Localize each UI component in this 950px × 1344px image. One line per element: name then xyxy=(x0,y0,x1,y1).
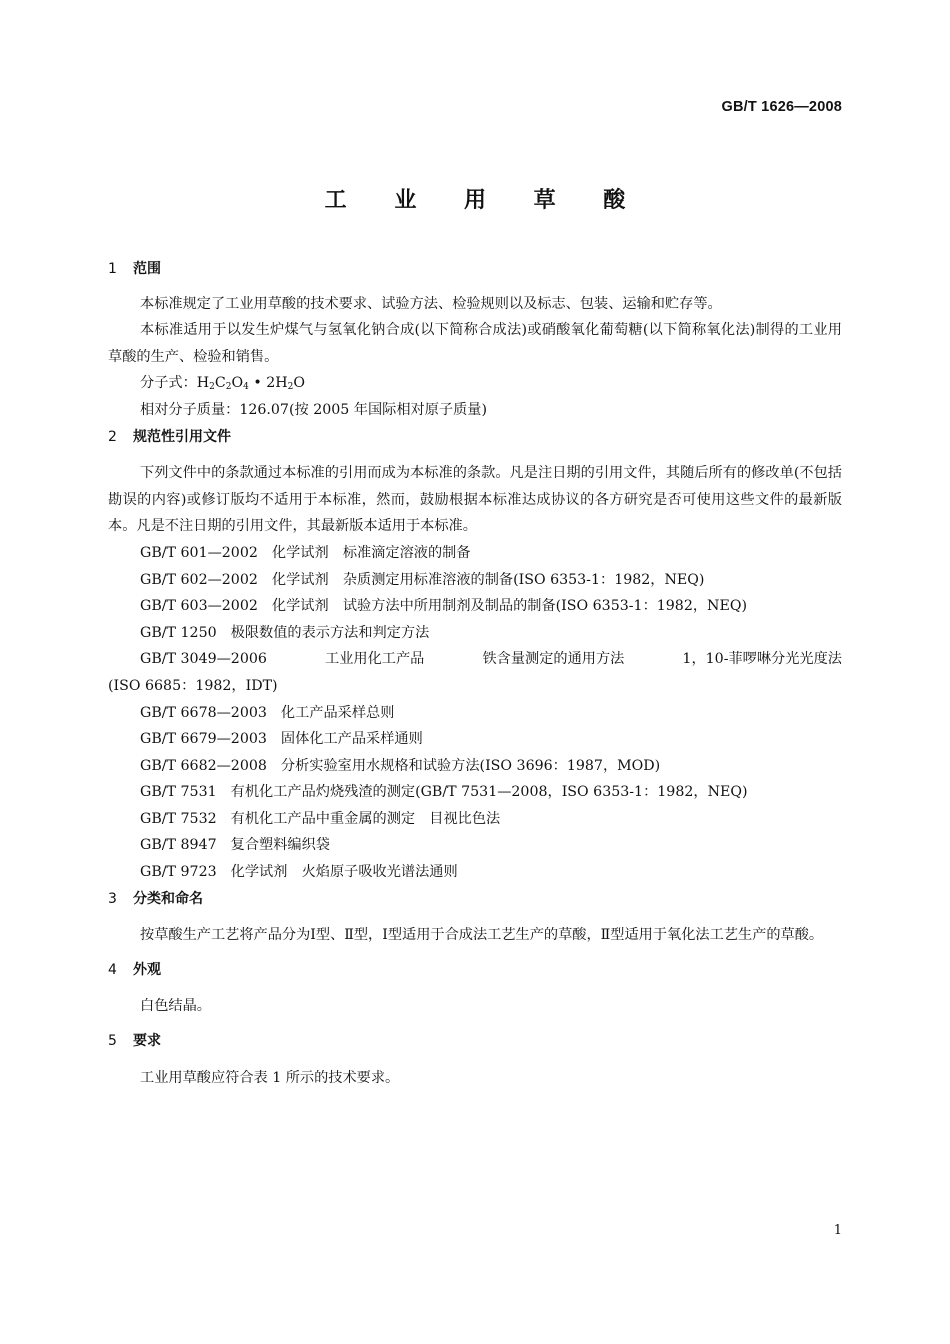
document-body xyxy=(108,256,842,1091)
formula-subscript: 4 xyxy=(243,382,249,393)
reference-item xyxy=(108,620,842,647)
reference-title: 化学试剂 试验方法中所用制剂及制品的制备(ISO 6353-1：1982，NEQ) xyxy=(271,598,747,615)
formula-subscript: 2 xyxy=(209,382,215,393)
section-number: 1 xyxy=(108,261,117,277)
document-code: GB/T 1626—2008 xyxy=(721,99,842,115)
formula-part: O xyxy=(293,375,306,392)
reference-title: 复合塑料编织袋 xyxy=(230,837,330,854)
molecular-formula xyxy=(108,370,842,397)
reference-item xyxy=(108,540,842,567)
reference-code: GB/T 6682—2008 xyxy=(140,757,267,774)
reference-title: 化学试剂 杂质测定用标准溶液的制备(ISO 6353-1：1982，NEQ) xyxy=(271,571,705,588)
reference-code: GB/T 6678—2003 xyxy=(140,704,267,721)
section-1-heading xyxy=(108,256,842,283)
reference-item xyxy=(108,700,842,727)
reference-code: GB/T 6679—2003 xyxy=(140,731,267,748)
formula-label: 分子式： xyxy=(140,375,197,392)
section-number: 4 xyxy=(108,961,117,978)
document-title: 工 业 用 草 酸 xyxy=(324,188,646,213)
reference-item xyxy=(108,859,842,886)
section-2-heading xyxy=(108,424,842,451)
reference-title: 化学试剂 火焰原子吸收光谱法通则 xyxy=(230,864,458,881)
formula-part: C xyxy=(214,375,226,392)
reference-item xyxy=(108,806,842,833)
reference-code: GB/T 3049—2006 xyxy=(140,651,267,668)
reference-title: 固体化工产品采样通则 xyxy=(280,731,423,748)
paragraph: 工业用草酸应符合表 1 所示的技术要求。 xyxy=(140,1069,400,1086)
reference-title: 工业用化工产品 xyxy=(325,651,425,668)
reference-item xyxy=(108,779,842,806)
formula-subscript: 2 xyxy=(225,382,232,393)
section-number: 3 xyxy=(108,890,117,907)
section-3-heading xyxy=(108,886,842,913)
reference-code: GB/T 9723 xyxy=(140,864,217,881)
formula-part: • 2H xyxy=(248,375,288,392)
section-title: 规范性引用文件 xyxy=(133,428,231,445)
paragraph: 下列文件中的条款通过本标准的引用而成为本标准的条款。凡是注日期的引用文件，其随后所有的修改单(不包括勘误的内容)或修订版均不适用于本标准，然而，鼓励根据本标准达成协议的各方研究是否可使用这些文件的最新版本。凡是不注日期的引用文件，其最新版本适用于本标准。 xyxy=(108,465,842,535)
reference-title: 化学试剂 标准滴定溶液的制备 xyxy=(271,544,471,561)
reference-title: 有机化工产品中重金属的测定 目视比色法 xyxy=(230,810,501,827)
reference-title: 有机化工产品灼烧残渣的测定(GB/T 7531—2008，ISO 6353-1：1982，NEQ) xyxy=(230,784,748,801)
section-title: 要求 xyxy=(133,1033,161,1050)
section-5-heading xyxy=(108,1028,842,1055)
reference-item xyxy=(108,567,842,594)
reference-title: 1，10-菲啰啉分光光度法 xyxy=(682,651,842,668)
reference-code: GB/T 8947 xyxy=(140,837,217,854)
paragraph: 按草酸生产工艺将产品分为Ⅰ型、Ⅱ型，Ⅰ型适用于合成法工艺生产的草酸，Ⅱ型适用于氧化法工艺生产的草酸。 xyxy=(140,927,824,944)
reference-title: 极限数值的表示方法和判定方法 xyxy=(230,624,430,641)
section-number: 2 xyxy=(108,428,117,445)
page-number: 1 xyxy=(833,1223,842,1238)
reference-title: 铁含量测定的通用方法 xyxy=(482,651,625,668)
reference-item xyxy=(108,593,842,620)
formula-subscript: 2 xyxy=(287,382,294,393)
formula-part: H xyxy=(196,375,210,392)
paragraph: 本标准适用于以发生炉煤气与氢氧化钠合成(以下简称合成法)或硝酸氧化葡萄糖(以下简称氧化法)制得的工业用草酸的生产、检验和销售。 xyxy=(108,322,842,365)
reference-code: GB/T 601—2002 xyxy=(140,544,258,561)
molecular-mass: 相对分子质量：126.07(按 2005 年国际相对原子质量) xyxy=(140,401,488,418)
section-number: 5 xyxy=(108,1033,117,1050)
section-4-heading xyxy=(108,957,842,984)
reference-code: GB/T 602—2002 xyxy=(140,571,258,588)
reference-title: 化工产品采样总则 xyxy=(280,704,395,721)
reference-item xyxy=(108,832,842,859)
paragraph: 本标准规定了工业用草酸的技术要求、试验方法、检验规则以及标志、包装、运输和贮存等。 xyxy=(140,295,722,312)
paragraph: 白色结晶。 xyxy=(140,998,211,1015)
reference-code: GB/T 7532 xyxy=(140,810,217,827)
reference-item xyxy=(108,753,842,780)
reference-code: GB/T 1250 xyxy=(140,624,217,641)
section-title: 范围 xyxy=(133,261,161,277)
reference-code: GB/T 7531 xyxy=(140,784,217,801)
reference-title: (ISO 6685：1982，IDT) xyxy=(108,677,278,694)
section-title: 外观 xyxy=(133,961,161,978)
section-title: 分类和命名 xyxy=(133,890,203,907)
reference-title: 分析实验室用水规格和试验方法(ISO 3696：1987，MOD) xyxy=(280,757,661,774)
reference-item xyxy=(108,726,842,753)
formula-part: O xyxy=(231,375,244,392)
reference-item xyxy=(108,646,842,699)
reference-code: GB/T 603—2002 xyxy=(140,598,258,615)
